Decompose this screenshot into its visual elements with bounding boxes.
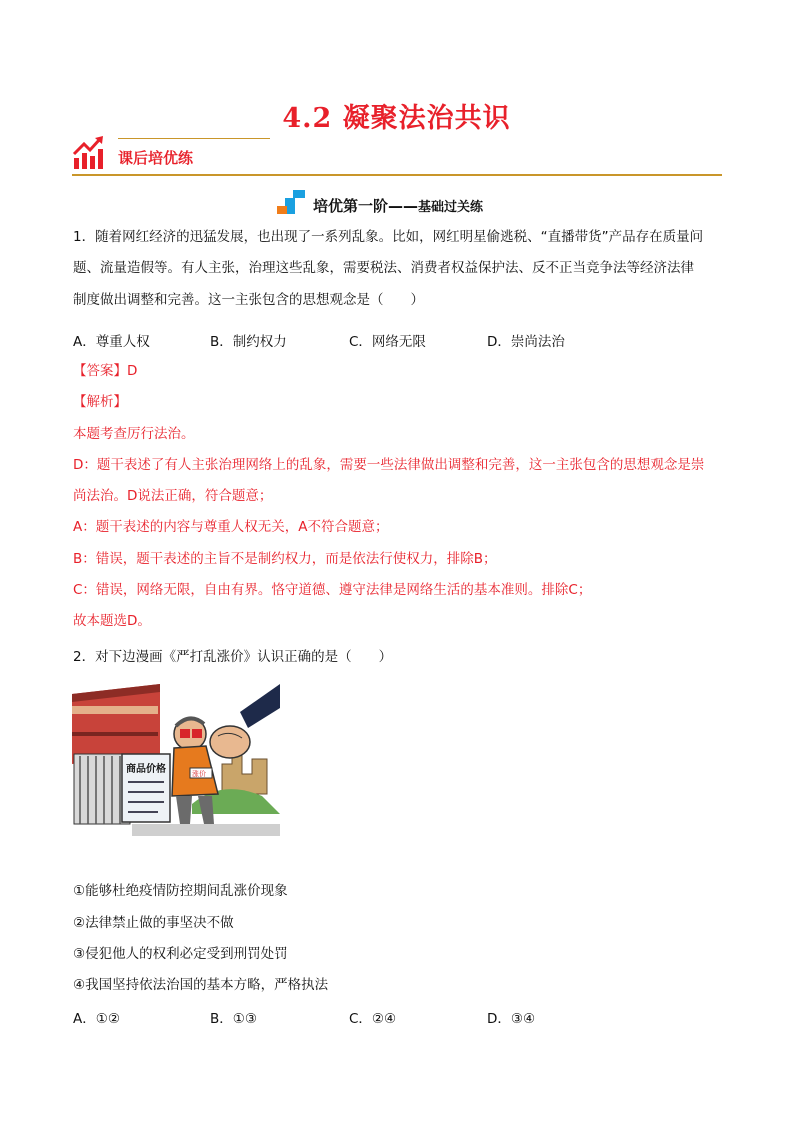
q1-answer: 【答案】D bbox=[73, 363, 138, 379]
q2-statement-4: ④我国坚持依法治国的基本方略，严格执法 bbox=[73, 977, 329, 993]
q1-analysis-line-5: B：错误，题干表述的主旨不是制约权力，而是依法行使权力，排除B； bbox=[73, 551, 497, 567]
q1-analysis-line-2: D：题干表述了有人主张治理网络上的乱象，需要一些法律做出调整和完善，这一主张包含的思想观念是崇 bbox=[73, 457, 705, 473]
q1-line-1: 1．随着网红经济的迅猛发展，也出现了一系列乱象。比如，网红明星偷逃税、“直播带货”产品存在质量问 bbox=[73, 229, 704, 245]
q1-line-3: 制度做出调整和完善。这一主张包含的思想观念是（ ） bbox=[73, 292, 424, 308]
q2-option-b: B．①③ bbox=[210, 1011, 257, 1027]
page-title: 4.2 凝聚法治共识 bbox=[282, 103, 511, 134]
q1-analysis-line-7: 故本题选D。 bbox=[73, 613, 151, 629]
q1-option-a: A．尊重人权 bbox=[73, 334, 150, 350]
q1-analysis-line-6: C：错误，网络无限，自由有界。恪守道德、遵守法律是网络生活的基本准则。排除C； bbox=[73, 582, 592, 598]
q1-option-d: D．崇尚法治 bbox=[487, 334, 565, 350]
q1-option-b: B．制约权力 bbox=[210, 334, 287, 350]
q2-option-d: D．③④ bbox=[487, 1011, 536, 1027]
stairs-icon bbox=[275, 188, 309, 216]
q2-statement-3: ③侵犯他人的权利必定受到刑罚处罚 bbox=[73, 946, 288, 962]
cartoon-illustration bbox=[72, 684, 280, 836]
q2-option-c: C．②④ bbox=[349, 1011, 397, 1027]
q2-stem: 2．对下边漫画《严打乱涨价》认识正确的是（ ） bbox=[73, 649, 393, 665]
growth-chart-icon bbox=[72, 134, 106, 170]
q1-line-2: 题、流量造假等。有人主张，治理这些乱象，需要税法、消费者权益保护法、反不正当竞争法等经济法律 bbox=[73, 260, 694, 276]
section-header bbox=[72, 134, 722, 176]
q1-analysis-line-3: 尚法治。D说法正确，符合题意； bbox=[73, 488, 273, 504]
q2-statement-1: ①能够杜绝疫情防控期间乱涨价现象 bbox=[73, 883, 288, 899]
level-title-main: 培优第一阶—— bbox=[313, 197, 419, 215]
q1-option-c: C．网络无限 bbox=[349, 334, 426, 350]
price-board-text: 商品价格 bbox=[126, 764, 166, 775]
price-tag-text: 涨价 bbox=[192, 770, 206, 778]
q1-analysis-label: 【解析】 bbox=[73, 394, 127, 410]
q1-analysis-line-4: A：题干表述的内容与尊重人权无关，A不符合题意； bbox=[73, 519, 389, 535]
level-title bbox=[313, 195, 483, 216]
section-label: 课后培优练 bbox=[118, 149, 194, 167]
level-heading bbox=[0, 188, 793, 218]
header-rule bbox=[72, 174, 722, 176]
header-top-line bbox=[118, 138, 270, 139]
q1-analysis-line-1: 本题考查厉行法治。 bbox=[73, 426, 195, 442]
level-title-sub: 基础过关练 bbox=[418, 200, 484, 215]
q2-option-a: A．①② bbox=[73, 1011, 120, 1027]
q2-statement-2: ②法律禁止做的事坚决不做 bbox=[73, 915, 234, 931]
